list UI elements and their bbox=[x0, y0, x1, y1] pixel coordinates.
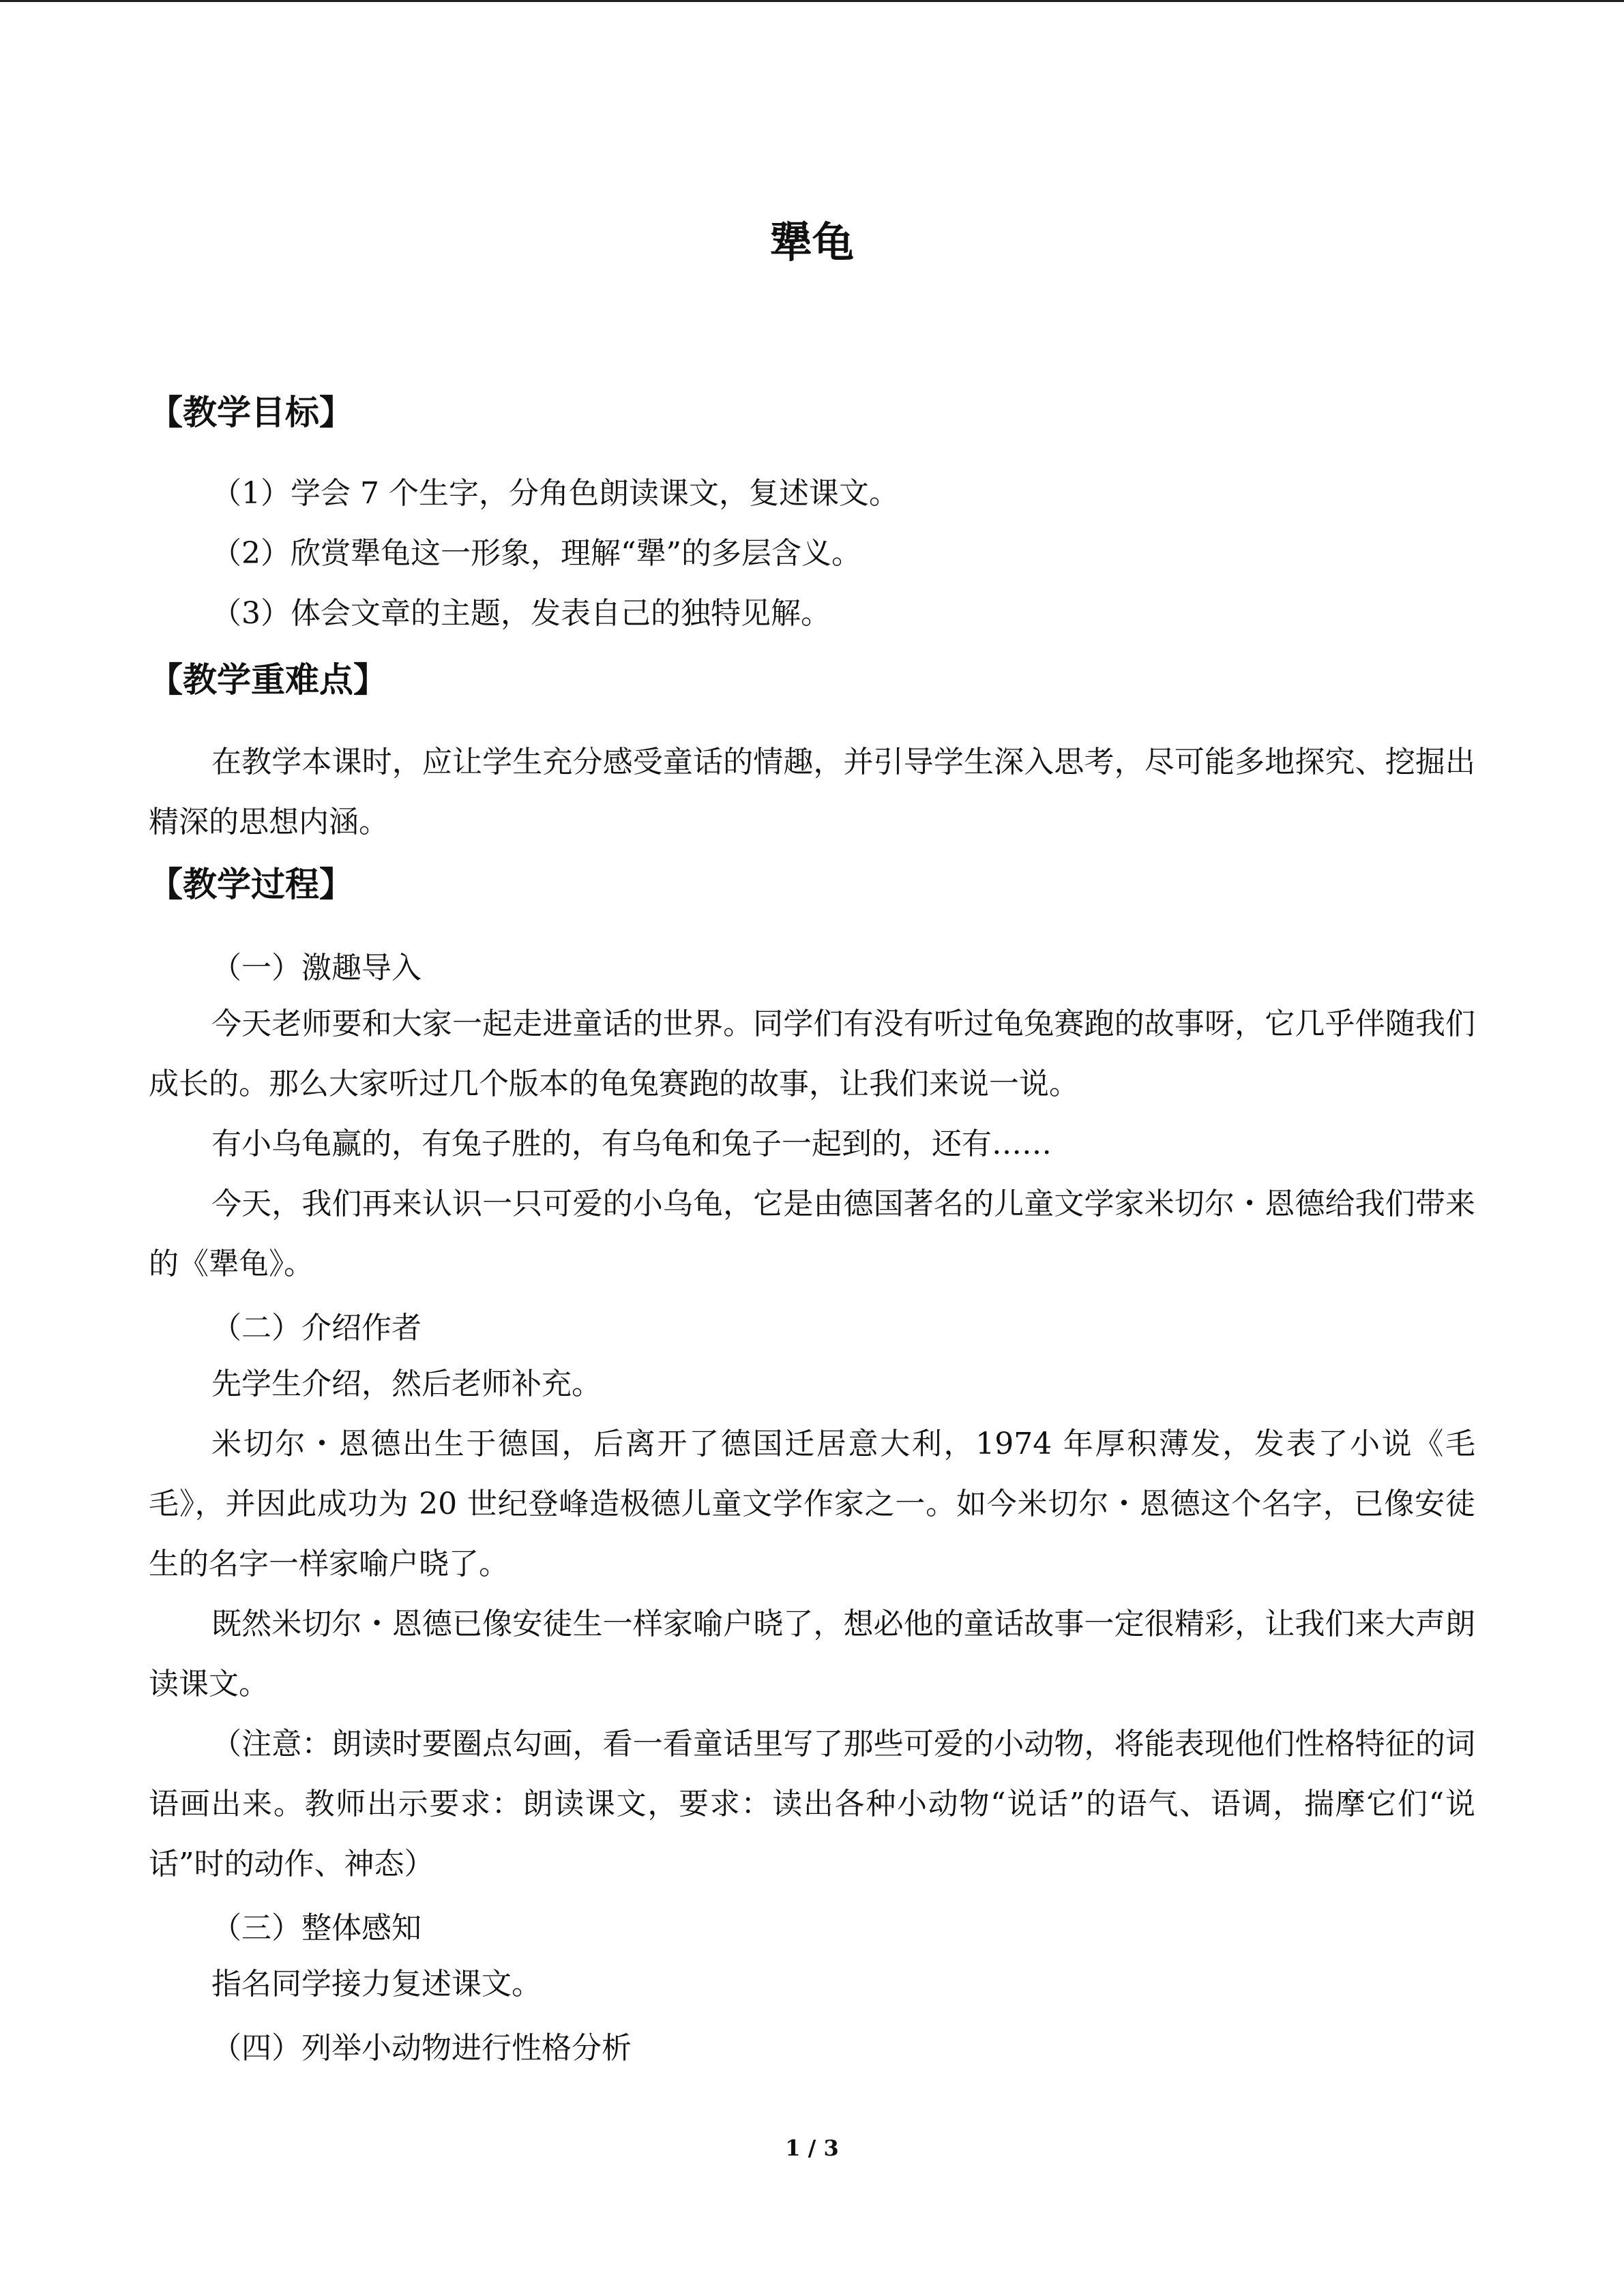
document-title: 犟龟 bbox=[769, 218, 855, 267]
step-label-intro: （一）激趣导入 bbox=[211, 951, 422, 985]
perception-paragraph: 指名同学接力复述课文。 bbox=[211, 1967, 542, 2001]
author-paragraph-1: 先学生介绍，然后老师补充。 bbox=[211, 1367, 602, 1401]
step-label-author: （二）介绍作者 bbox=[211, 1311, 422, 1345]
objective-item-1: （1）学会 7 个生字，分角色朗读课文，复述课文。 bbox=[211, 476, 899, 511]
reading-note-paragraph: （注意：朗读时要圈点勾画，看一看童话里写了那些可爱的小动物，将能表现他们性格特征的词语画出来。教师出示要求：朗读课文，要求：读出各种小动物“说话”的语气、语调，揣摩它们“说话”时的动作、神态） bbox=[149, 1727, 1475, 1881]
section-heading-key-points: 【教学重难点】 bbox=[149, 660, 387, 700]
document-page bbox=[149, 0, 1475, 2296]
intro-paragraph-1: 今天老师要和大家一起走进童话的世界。同学们有没有听过龟兔赛跑的故事呀，它几乎伴随我们成长的。那么大家听过几个版本的龟兔赛跑的故事，让我们来说一说。 bbox=[149, 1007, 1475, 1101]
section-heading-process: 【教学过程】 bbox=[149, 865, 353, 904]
step-label-analysis: （四）列举小动物进行性格分析 bbox=[211, 2031, 632, 2066]
intro-paragraph-3: 今天，我们再来认识一只可爱的小乌龟，它是由德国著名的儿童文学家米切尔・恩德给我们带来的《犟龟》。 bbox=[149, 1187, 1475, 1281]
author-paragraph-3: 既然米切尔・恩德已像安徒生一样家喻户晓了，想必他的童话故事一定很精彩，让我们来大声朗读课文。 bbox=[149, 1607, 1475, 1701]
key-points-paragraph: 在教学本课时，应让学生充分感受童话的情趣，并引导学生深入思考，尽可能多地探究、挖掘出精深的思想内涵。 bbox=[149, 745, 1475, 839]
page-number: 1 / 3 bbox=[785, 2135, 839, 2161]
objective-item-2: （2）欣赏犟龟这一形象，理解“犟”的多层含义。 bbox=[211, 536, 861, 571]
step-label-perception: （三）整体感知 bbox=[211, 1911, 422, 1945]
objective-item-3: （3）体会文章的主题，发表自己的独特见解。 bbox=[211, 596, 831, 631]
author-paragraph-2: 米切尔・恩德出生于德国，后离开了德国迁居意大利，1974 年厚积薄发，发表了小说《毛毛》，并因此成功为 20 世纪登峰造极德儿童文学作家之一。如今米切尔・恩德这个名字，已像安徒生的名字一样家喻户晓了。 bbox=[149, 1427, 1475, 1581]
section-heading-objectives: 【教学目标】 bbox=[149, 393, 353, 432]
intro-paragraph-2: 有小乌龟赢的，有兔子胜的，有乌龟和兔子一起到的，还有…… bbox=[211, 1127, 1052, 1161]
